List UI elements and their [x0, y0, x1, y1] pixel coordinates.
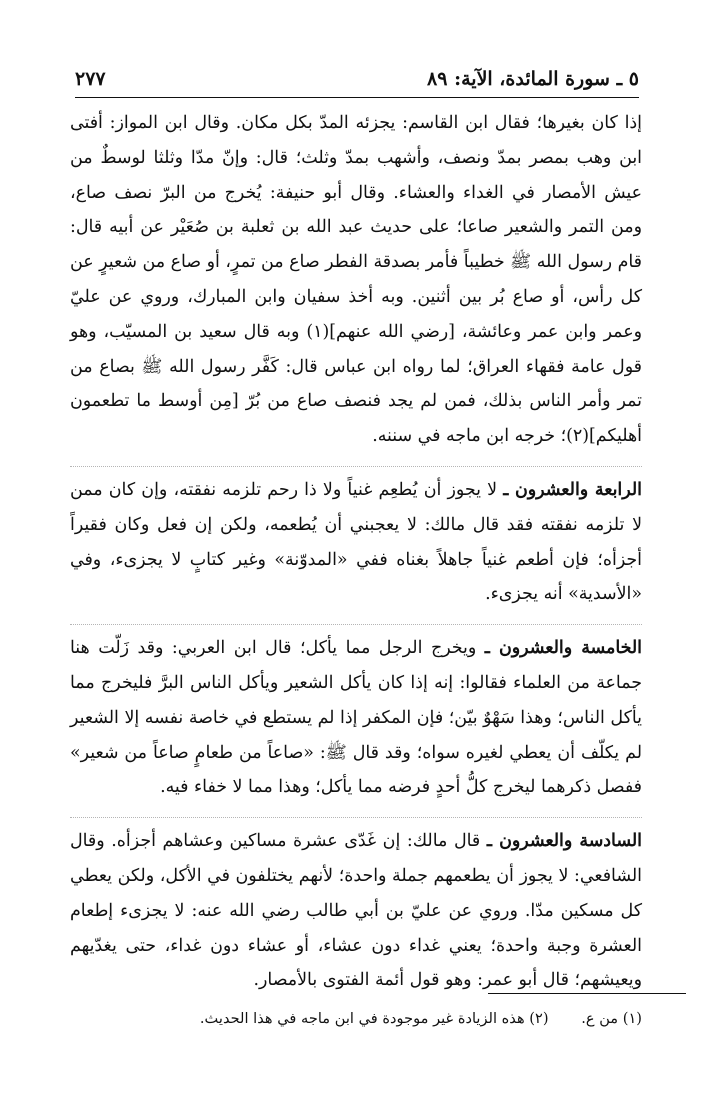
- page-number: ٢٧٧: [75, 68, 106, 90]
- footnote-2: (٢) هذه الزيادة غير موجودة في ابن ماجه في هذا الحديث.: [199, 1010, 549, 1027]
- footnotes: [75, 1008, 642, 1030]
- section-heading: الخامسة والعشرون ـ: [484, 638, 643, 659]
- footnote-divider: [488, 993, 686, 994]
- paragraph-text: لا يجوز أن يُطعِم غنياً ولا ذا رحم تلزمه نفقته، وإن كان ممن لا تلزمه نفقته فقد قال مالك: لا يعجبني أن يُطعمه، ولكن إن فعل وكان فقيراً أجزأه؛ فإن أطعم غنياً جاهلاً بغناه ففي «المدوّنة» وغير كتابٍ لا يجزىء، وفي «الأسدية» أنه يجزىء.: [70, 479, 642, 605]
- main-text: [70, 106, 642, 998]
- paragraph-text: قال مالك: إن غَدّى عشرة مساكين وعشاهم أجزأه. وقال الشافعي: لا يجوز أن يطعمهم جملة واحدة؛ لأنهم يختلفون في الأكل، ولكن يعطي كل مسكين مدّا. وروي عن عليّ بن أبي طالب رضي الله عنه: لا يجزىء إطعام العشرة وجبة واحدة؛ يعني غداء دون عشاء، أو عشاء دون غداء، حتى يغدّيهم ويعيشهم؛ قال أبو عمر: وهو قول أئمة الفتوى بالأمصار.: [70, 831, 642, 991]
- section-heading: الرابعة والعشرون ـ: [503, 479, 642, 500]
- running-title: ٥ ـ سورة المائدة، الآية: ٨٩: [427, 68, 639, 90]
- section-heading: السادسة والعشرون ـ: [486, 831, 642, 852]
- paragraph-1: [70, 106, 642, 454]
- page-header: [75, 62, 639, 96]
- header-divider: [75, 97, 639, 98]
- paragraph-text: ويخرج الرجل مما يأكل؛ قال ابن العربي: وقد زَلّت هنا جماعة من العلماء فقالوا: إنه إذا كان يأكل الشعير ويأكل الناس البرَّ فليخرج مما يأكل الناس؛ وهذا سَهْوٌ بيّن؛ فإن المكفر إذا لم يستطع في خاصة نفسه إلا الشعير لم يكلّف أن يعطي لغيره سواه؛ وقد قال ﷺ: «صاعاً من طعامٍ صاعاً من شعير» ففصل ذكرهما ليخرج كلُّ أحدٍ فرضه مما يأكل؛ وهذا مما لا خفاء فيه.: [70, 638, 642, 798]
- paragraph-2: [70, 466, 642, 612]
- footnote-1: (١) من ع.: [581, 1010, 642, 1027]
- paragraph-text: إذا كان بغيرها؛ فقال ابن القاسم: يجزئه المدّ بكل مكان. وقال ابن المواز: أفتى ابن وهب بمصر بمدّ ونصف، وأشهب بمدّ وثلث؛ قال: وإنّ مدّا وثلثا لوسطٌ من عيش الأمصار في الغداء والعشاء. وقال أبو حنيفة: يُخرج من البرّ نصف صاع، ومن التمر والشعير صاعا؛ على حديث عبد الله بن ثعلبة بن صُعَيْر عن أبيه قال: قام رسول الله ﷺ خطيباً فأمر بصدقة الفطر صاع من تمرٍ، أو صاع من شعيرٍ عن كل رأس، أو صاع بُر بين أثنين. وبه أخذ سفيان وابن المبارك، وروي عن عليّ وعمر وابن عمر وعائشة، [رضي الله عنهم](١) وبه قال سعيد بن المسيّب، وهو قول عامة فقهاء العراق؛ لما رواه ابن عباس قال: كَفَّر رسول الله ﷺ بصاع من تمر وأمر الناس بذلك، فمن لم يجد فنصف صاع من بُرّ [مِن أوسط ما تطعمون أهليكم](٢)؛ خرجه ابن ماجه في سننه.: [70, 113, 642, 447]
- paragraph-3: [70, 624, 642, 805]
- paragraph-4: [70, 817, 642, 998]
